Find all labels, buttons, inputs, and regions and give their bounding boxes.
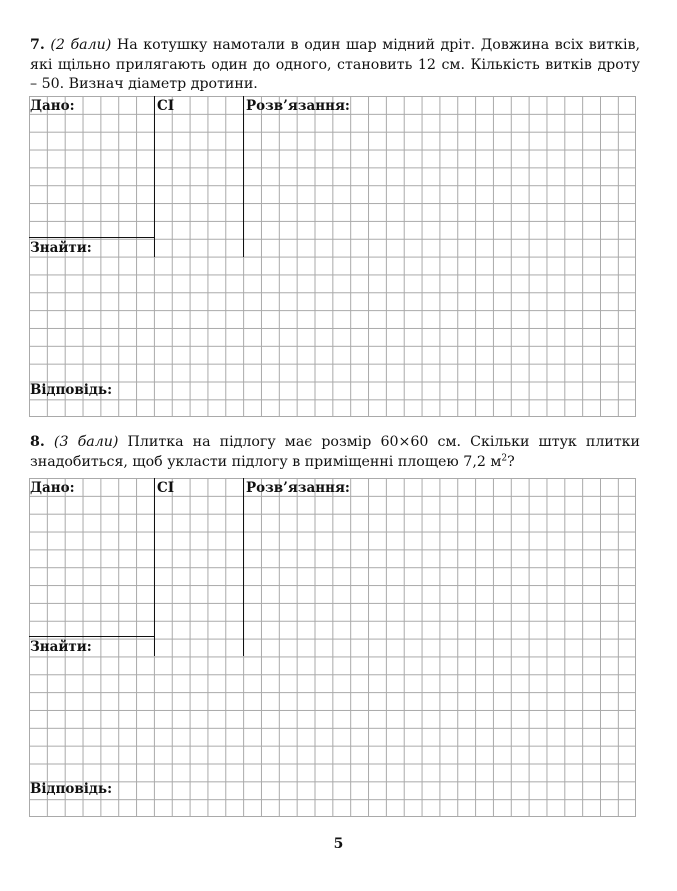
task-8-si-label: СІ bbox=[157, 480, 175, 496]
task-text: На котушку намотали в один шар мідний дріт. Довжина всіх витків, які щільно прилягають один до одного, становить 12 см. Кількість витків дроту – 50. Визнач діаметр дротини. bbox=[30, 37, 641, 92]
task-8-given-underline bbox=[29, 636, 155, 637]
task-8-answer-grid[interactable] bbox=[29, 478, 636, 817]
task-8-solution-divider bbox=[243, 478, 244, 656]
task-7-solution-divider bbox=[243, 96, 244, 257]
task-8-si-divider bbox=[154, 478, 155, 656]
task-7-find-label: Знайти: bbox=[30, 240, 92, 256]
page-number: 5 bbox=[333, 836, 344, 852]
task-points: (3 бали) bbox=[53, 434, 119, 450]
task-7-given-underline bbox=[29, 237, 155, 238]
task-7-answer-grid[interactable] bbox=[29, 96, 636, 417]
task-8-find-label: Знайти: bbox=[30, 639, 92, 655]
task-7-si-label: СІ bbox=[157, 98, 175, 114]
task-8-statement bbox=[30, 433, 640, 472]
task-points: (2 бали) bbox=[50, 37, 112, 53]
task-7-answer-label: Відповідь: bbox=[30, 382, 113, 398]
task-number: 7. bbox=[30, 37, 45, 53]
task-7-statement bbox=[30, 36, 640, 95]
task-number: 8. bbox=[30, 434, 45, 450]
task-7-si-divider bbox=[154, 96, 155, 257]
task-text: Плитка на підлогу має розмір 60×60 см. Скільки штук плитки знадобиться, щоб укласти підлогу в приміщенні площею 7,2 м bbox=[30, 434, 640, 470]
task-8-answer-label: Відповідь: bbox=[30, 781, 113, 797]
task-text-end: ? bbox=[507, 453, 515, 470]
task-text-sup: 2 bbox=[501, 452, 508, 463]
task-7-solution-label: Розв’язання: bbox=[246, 98, 350, 114]
task-8-solution-label: Розв’язання: bbox=[246, 480, 350, 496]
task-8-given-label: Дано: bbox=[30, 480, 75, 496]
task-7-given-label: Дано: bbox=[30, 98, 75, 114]
